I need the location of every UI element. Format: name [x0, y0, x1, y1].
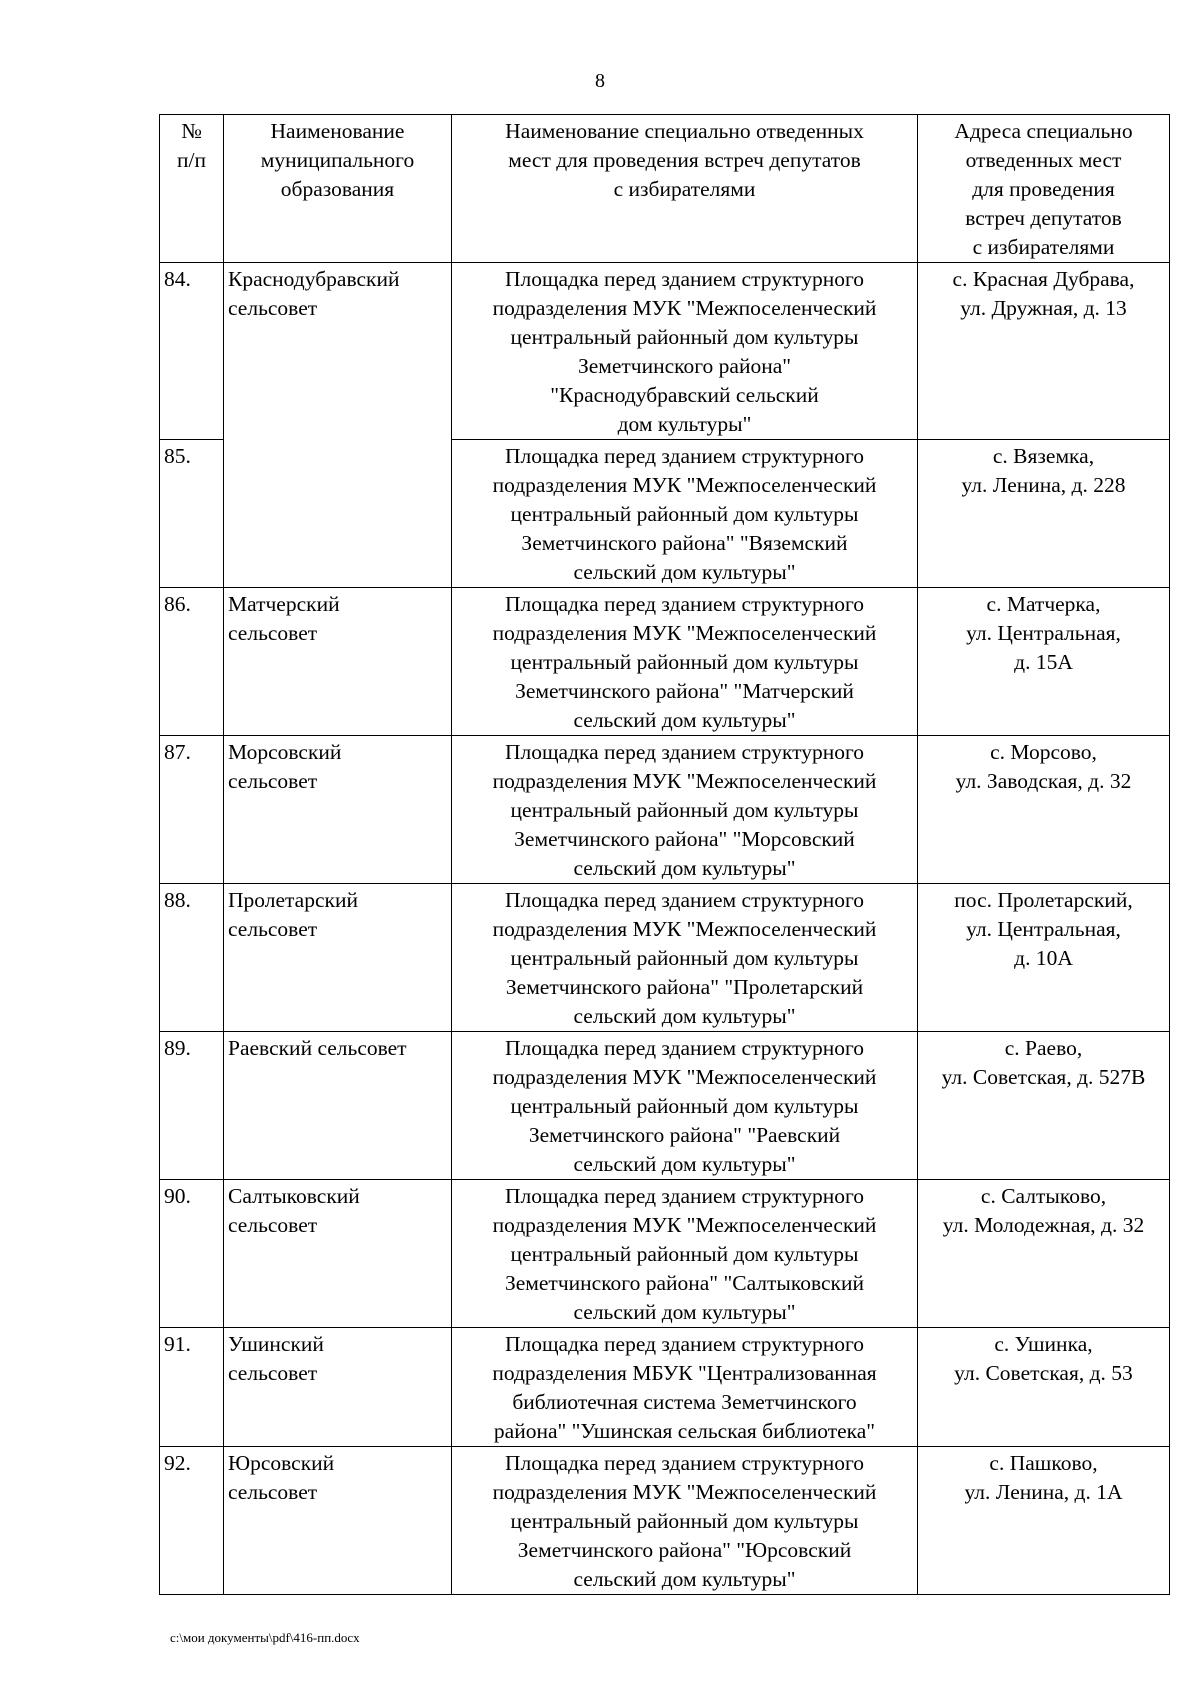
municipality-name-text: Раевский сельсовет	[228, 1036, 407, 1060]
table-row	[160, 1447, 1170, 1595]
place-name-text: Площадка перед зданием структурного подразделения МУК "Межпоселенческий центральный районный дом культуры Земетчинского района" "Морсовский сельский дом культуры"	[492, 740, 877, 880]
table-row	[160, 1180, 1170, 1328]
place-address	[918, 1328, 1170, 1447]
place-name-text: Площадка перед зданием структурного подразделения МУК "Межпоселенческий центральный районный дом культуры Земетчинского района" "Краснодубравский сельский дом культуры"	[492, 267, 877, 436]
municipality-name-text: Краснодубравский сельсовет	[228, 267, 400, 320]
place-name-text: Площадка перед зданием структурного подразделения МУК "Межпоселенческий центральный районный дом культуры Земетчинского района" "Салтыковский сельский дом культуры"	[492, 1184, 877, 1324]
place-address-text: с. Матчерка, ул. Центральная, д. 15А	[966, 592, 1121, 674]
table-row	[160, 1328, 1170, 1447]
municipality-name-text: Салтыковский сельсовет	[228, 1184, 360, 1237]
place-address	[918, 263, 1170, 440]
place-address	[918, 440, 1170, 588]
header-place-text: Наименование специально отведенных мест для проведения встреч депутатов с избирателями	[505, 119, 864, 201]
table-row	[160, 588, 1170, 736]
place-address	[918, 1180, 1170, 1328]
place-name-text: Площадка перед зданием структурного подразделения МУК "Межпоселенческий центральный районный дом культуры Земетчинского района" "Вяземский сельский дом культуры"	[492, 444, 877, 584]
municipality-name-text: Морсовский сельсовет	[228, 740, 342, 793]
row-number: 85.	[160, 440, 224, 588]
municipality-name-text: Матчерский сельсовет	[228, 592, 340, 645]
table-header-row	[160, 115, 1170, 263]
municipality-name	[224, 884, 452, 1032]
place-address	[918, 884, 1170, 1032]
place-name	[452, 1032, 918, 1180]
table-row	[160, 884, 1170, 1032]
place-address	[918, 1447, 1170, 1595]
municipality-name-text: Ушинский сельсовет	[228, 1332, 324, 1385]
place-address-text: с. Пашково, ул. Ленина, д. 1А	[964, 1451, 1123, 1504]
place-name	[452, 1328, 918, 1447]
row-number: 90.	[160, 1180, 224, 1328]
place-address-text: пос. Пролетарский, ул. Центральная, д. 10А	[954, 888, 1133, 970]
municipality-name	[224, 263, 452, 588]
header-number	[160, 115, 224, 263]
table-row	[160, 263, 1170, 440]
place-name-text: Площадка перед зданием структурного подразделения МБУК "Централизованная библиотечная система Земетчинского района" "Ушинская сельская библиотека"	[492, 1332, 877, 1443]
place-name	[452, 1180, 918, 1328]
place-address-text: с. Салтыково, ул. Молодежная, д. 32	[942, 1184, 1145, 1237]
municipality-name	[224, 736, 452, 884]
row-number: 89.	[160, 1032, 224, 1180]
place-name	[452, 263, 918, 440]
row-number: 92.	[160, 1447, 224, 1595]
header-place	[452, 115, 918, 263]
polling-places-table	[159, 114, 1170, 1595]
row-number: 87.	[160, 736, 224, 884]
place-address-text: с. Красная Дубрава, ул. Дружная, д. 13	[952, 267, 1135, 320]
place-address	[918, 1032, 1170, 1180]
municipality-name	[224, 1328, 452, 1447]
row-number: 84.	[160, 263, 224, 440]
table-row	[160, 1032, 1170, 1180]
place-name	[452, 736, 918, 884]
place-address	[918, 588, 1170, 736]
footer-file-path: c:\мои документы\pdf\416-пп.docx	[170, 1630, 360, 1645]
header-municipality	[224, 115, 452, 263]
header-municipality-text: Наименование муниципального образования	[260, 119, 415, 201]
municipality-name-text: Юрсовский сельсовет	[228, 1451, 335, 1504]
row-number: 88.	[160, 884, 224, 1032]
header-number-text: № п/п	[177, 119, 206, 172]
municipality-name	[224, 588, 452, 736]
page-number: 8	[595, 70, 605, 92]
place-name	[452, 884, 918, 1032]
place-name-text: Площадка перед зданием структурного подразделения МУК "Межпоселенческий центральный районный дом культуры Земетчинского района" "Раевский сельский дом культуры"	[492, 1036, 877, 1176]
municipality-name	[224, 1447, 452, 1595]
place-address-text: с. Раево, ул. Советская, д. 527В	[941, 1036, 1146, 1089]
row-number: 91.	[160, 1328, 224, 1447]
place-name-text: Площадка перед зданием структурного подразделения МУК "Межпоселенческий центральный районный дом культуры Земетчинского района" "Юрсовский сельский дом культуры"	[492, 1451, 877, 1591]
place-name	[452, 588, 918, 736]
place-address-text: с. Ушинка, ул. Советская, д. 53	[954, 1332, 1133, 1385]
municipality-name-text: Пролетарский сельсовет	[228, 888, 358, 941]
municipality-name	[224, 1032, 452, 1180]
municipality-name	[224, 1180, 452, 1328]
place-name-text: Площадка перед зданием структурного подразделения МУК "Межпоселенческий центральный районный дом культуры Земетчинского района" "Пролетарский сельский дом культуры"	[492, 888, 877, 1028]
table-row	[160, 736, 1170, 884]
row-number: 86.	[160, 588, 224, 736]
place-name-text: Площадка перед зданием структурного подразделения МУК "Межпоселенческий центральный районный дом культуры Земетчинского района" "Матчерский сельский дом культуры"	[492, 592, 877, 732]
header-address	[918, 115, 1170, 263]
place-address-text: с. Вяземка, ул. Ленина, д. 228	[961, 444, 1126, 497]
place-address	[918, 736, 1170, 884]
place-address-text: с. Морсово, ул. Заводская, д. 32	[955, 740, 1132, 793]
place-name	[452, 1447, 918, 1595]
header-address-text: Адреса специально отведенных мест для проведения встреч депутатов с избирателями	[954, 119, 1133, 259]
place-name	[452, 440, 918, 588]
